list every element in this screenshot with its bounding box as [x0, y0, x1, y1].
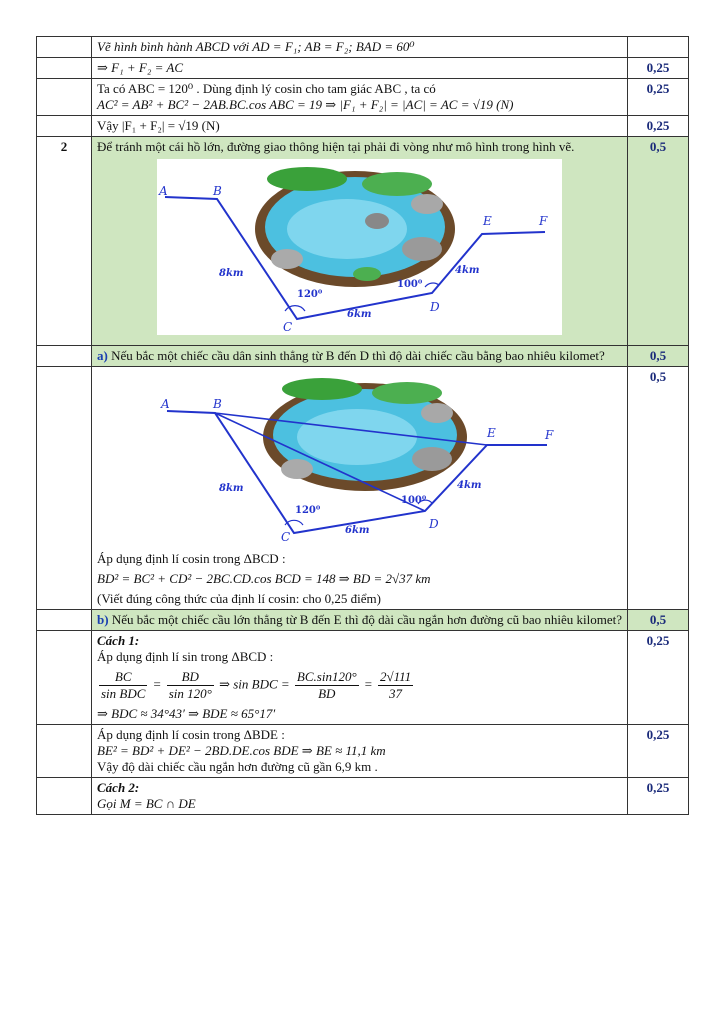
method-2-title: Cách 2: — [97, 780, 140, 795]
row-number-cell — [37, 137, 92, 346]
de-length-label: 4km — [455, 265, 480, 276]
table-row — [37, 367, 689, 610]
table-row — [37, 58, 689, 79]
rock-icon — [412, 447, 452, 471]
score-value: 0,5 — [649, 369, 667, 384]
question-text: Để tránh một cái hồ lớn, đường giao thông hiện tại phải đi vòng như mô hình trong hình vẽ. — [97, 139, 575, 154]
table-row — [37, 346, 689, 367]
point-d-label: D — [430, 300, 440, 314]
score-value: 0,5 — [649, 348, 667, 363]
point-c-label: C — [283, 320, 293, 334]
content-cell — [92, 58, 628, 79]
rock-icon — [281, 459, 313, 479]
content-cell — [92, 631, 628, 725]
sine-intro-text: Áp dụng định lí sin trong ΔBCD : — [97, 649, 274, 664]
score-value: 0,25 — [646, 633, 670, 648]
point-a-label: A — [161, 397, 170, 411]
pond-bridge-diagram — [157, 373, 562, 543]
table-row — [37, 610, 689, 631]
content-cell — [92, 137, 628, 346]
rock-icon — [365, 213, 389, 229]
rock-icon — [421, 403, 453, 423]
row-number-cell — [37, 346, 92, 367]
rock-icon — [411, 194, 443, 214]
angle-result: ⇒ BDC ≈ 34°43′ ⇒ BDE ≈ 65°17′ — [97, 706, 276, 721]
row-number-cell — [37, 58, 92, 79]
row-number-cell — [37, 116, 92, 137]
rock-icon — [402, 237, 442, 261]
part-b-label: b) — [97, 612, 109, 627]
pond-figure-bridge — [97, 373, 622, 547]
bush-icon — [267, 167, 347, 191]
rock-icon — [271, 249, 303, 269]
score-value: 0,25 — [646, 118, 670, 133]
table-row — [37, 778, 689, 815]
conclusion-text: Vậy độ dài chiếc cầu ngắn hơn đường cũ gần 6,9 km . — [97, 759, 378, 774]
row-number-cell — [37, 610, 92, 631]
content-cell — [92, 610, 628, 631]
method-1-title: Cách 1: — [97, 633, 140, 648]
row-number-cell — [37, 37, 92, 58]
angle-d-label: 100⁰ — [401, 495, 427, 506]
sine-formula: $\frac{BC}{\text{sin BDC}}$ = $\frac{BD}{\sin 120^\circ}$ ⇒ sin BDC = $\frac{BC.\sin 120^\circ}{BD}$ = $\frac{2√111}{37}$ — [101, 669, 412, 701]
method-2-text: Gọi M = BC ∩ DE — [97, 796, 196, 811]
pond-road-diagram — [157, 159, 562, 335]
content-cell — [92, 37, 628, 58]
point-b-label: B — [213, 397, 222, 411]
score-cell — [628, 116, 689, 137]
bc-length-label: 8km — [219, 483, 244, 494]
row-number-cell — [37, 367, 92, 610]
content-cell — [92, 79, 628, 116]
table-row — [37, 725, 689, 778]
point-f-label: F — [545, 428, 554, 442]
table-row — [37, 631, 689, 725]
table-row — [37, 79, 689, 116]
content-cell — [92, 346, 628, 367]
part-a-question: Nếu bắc một chiếc cầu dân sinh thẳng từ B đến D thì độ dài chiếc cầu bằng bao nhiêu kilomet? — [111, 348, 605, 363]
score-cell — [628, 79, 689, 116]
bush-icon — [362, 172, 432, 196]
vector-sum-text: ⇒ F₁ + F₂ = AC — [97, 60, 183, 75]
score-cell — [628, 367, 689, 610]
score-value: 0,25 — [646, 60, 670, 75]
question-number: 2 — [60, 139, 68, 154]
point-c-label: C — [281, 530, 291, 543]
angle-c-label: 120⁰ — [295, 505, 321, 516]
be-formula: BE² = BD² + DE² − 2BD.DE.cos BDE ⇒ BE ≈ 11,1 km — [97, 743, 386, 758]
score-value: 0,5 — [649, 612, 667, 627]
score-value: 0,5 — [649, 139, 667, 154]
score-cell — [628, 631, 689, 725]
table-row — [37, 116, 689, 137]
conclusion-text: Vậy |F₁ + F₂| = √19 (N) — [97, 118, 220, 133]
content-cell — [92, 367, 628, 610]
part-b-question: Nếu bắc một chiếc cầu lớn thẳng từ B đến E thì độ dài cầu ngắn hơn đường cũ bao nhiêu kilomet? — [111, 612, 622, 627]
cosine-intro-text: Ta có ABC = 120⁰ . Dùng định lý cosin cho tam giác ABC , ta có — [97, 81, 436, 96]
score-value: 0,25 — [646, 780, 670, 795]
point-e-label: E — [487, 426, 496, 440]
cosine-intro-text: Áp dụng định lí cosin trong ΔBDE : — [97, 727, 285, 742]
table-row — [37, 37, 689, 58]
content-cell — [92, 778, 628, 815]
cosine-intro-text: Áp dụng định lí cosin trong ΔBCD : — [97, 551, 286, 566]
score-cell — [628, 610, 689, 631]
cd-length-label: 6km — [345, 525, 370, 536]
angle-c-label: 120⁰ — [297, 289, 323, 300]
content-cell — [92, 116, 628, 137]
score-cell — [628, 346, 689, 367]
answer-table — [36, 36, 689, 815]
point-b-label: B — [213, 184, 222, 198]
row-number-cell — [37, 631, 92, 725]
cosine-formula: AC² = AB² + BC² − 2AB.BC.cos ABC = 19 ⇒ |F₁ + F₂| = |AC| = AC = √19 (N) — [97, 97, 514, 112]
score-value: 0,25 — [646, 81, 670, 96]
parallelogram-text: Vẽ hình bình hành ABCD với AD = F₁; AB = F₂; BAD = 60⁰ — [97, 39, 415, 54]
point-e-label: E — [483, 214, 492, 228]
content-cell — [92, 725, 628, 778]
grading-note: (Viết đúng công thức của định lí cosin: cho 0,25 điểm) — [97, 591, 381, 606]
point-f-label: F — [539, 214, 548, 228]
score-cell — [628, 137, 689, 346]
de-length-label: 4km — [457, 480, 482, 491]
angle-d-label: 100⁰ — [397, 279, 423, 290]
row-number-cell — [37, 778, 92, 815]
score-cell — [628, 778, 689, 815]
point-d-label: D — [429, 517, 439, 531]
pond-figure — [97, 159, 622, 339]
cd-length-label: 6km — [347, 309, 372, 320]
score-value: 0,25 — [646, 727, 670, 742]
part-a-label: a) — [97, 348, 108, 363]
bush-icon — [372, 382, 442, 404]
score-cell — [628, 58, 689, 79]
row-number-cell — [37, 725, 92, 778]
score-cell — [628, 37, 689, 58]
bc-length-label: 8km — [219, 268, 244, 279]
point-a-label: A — [159, 184, 168, 198]
bush-icon — [282, 378, 362, 400]
score-cell — [628, 725, 689, 778]
table-row — [37, 137, 689, 346]
row-number-cell — [37, 79, 92, 116]
bd-formula: BD² = BC² + CD² − 2BC.CD.cos BCD = 148 ⇒ BD = 2√37 km — [97, 571, 431, 586]
